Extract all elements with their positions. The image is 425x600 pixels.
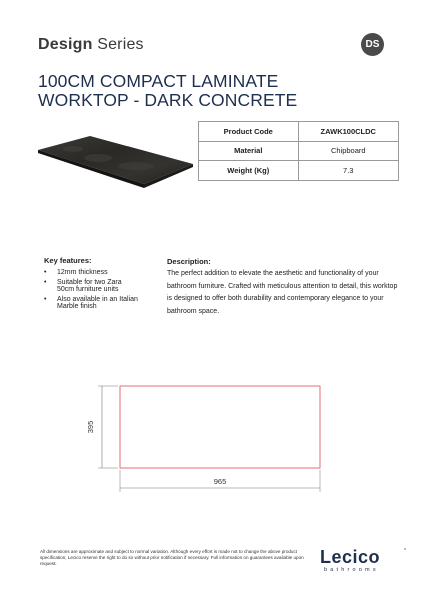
key-features-list [44,269,139,313]
brand-series-title [38,36,144,54]
brand-series-bold: Design [38,36,93,53]
bullet-icon: • [44,269,47,276]
description-text: The perfect addition to elevate the aesthetic and functionality of your bathroom furniture. Crafted with meticulous attention to detail, this worktop is designed to offer both durability and contemporary elegance to your bathroom space. [167,270,398,315]
spec-row-material [199,141,399,161]
product-title [38,72,338,110]
spec-label: Weight (Kg) [199,161,299,181]
description-heading: Description: [167,257,211,266]
list-item [44,296,139,311]
logo-subtitle: bathrooms [324,567,379,573]
list-item [44,279,139,294]
spec-row-weight [199,161,399,181]
feature-text: 12mm thickness [57,269,108,276]
spec-label: Material [199,141,299,161]
spec-table [198,121,399,181]
design-series-badge: DS [361,33,384,56]
height-dimension-label: 395 [86,420,95,434]
feature-text: Suitable for two Zara 50cm furniture units [57,278,122,293]
lecico-logo [320,547,390,574]
spec-row-product-code [199,122,399,142]
product-title-line-2: WORKTOP - DARK CONCRETE [38,90,298,110]
spec-value: Chipboard [298,141,398,161]
bullet-icon: • [44,278,47,286]
list-item [44,269,139,277]
key-features-heading: Key features: [44,256,92,265]
spec-value: ZAWK100CLDC [298,122,398,142]
logo-wordmark: Lecico [320,547,381,567]
spec-label: Product Code [199,122,299,142]
disclaimer-text: All dimensions are approximate and subject to normal variation. Although every effort is made not to change the above product specification, Lecico reserve the right to do so without prior notification if necessary. Full information on guarantees available upon request. [40,549,304,567]
feature-text: Also available in an Italian Marble finish [57,295,138,310]
page-mark [404,548,406,550]
width-dimension-label: 965 [213,477,227,486]
spec-value: 7.3 [298,161,398,181]
brand-series-rest: Series [97,36,144,53]
bullet-icon: • [44,295,47,303]
worktop-product-image [38,136,193,188]
dimension-drawing [80,378,340,503]
product-title-line-1: 100CM COMPACT LAMINATE [38,71,279,91]
worktop-outline [120,386,320,468]
